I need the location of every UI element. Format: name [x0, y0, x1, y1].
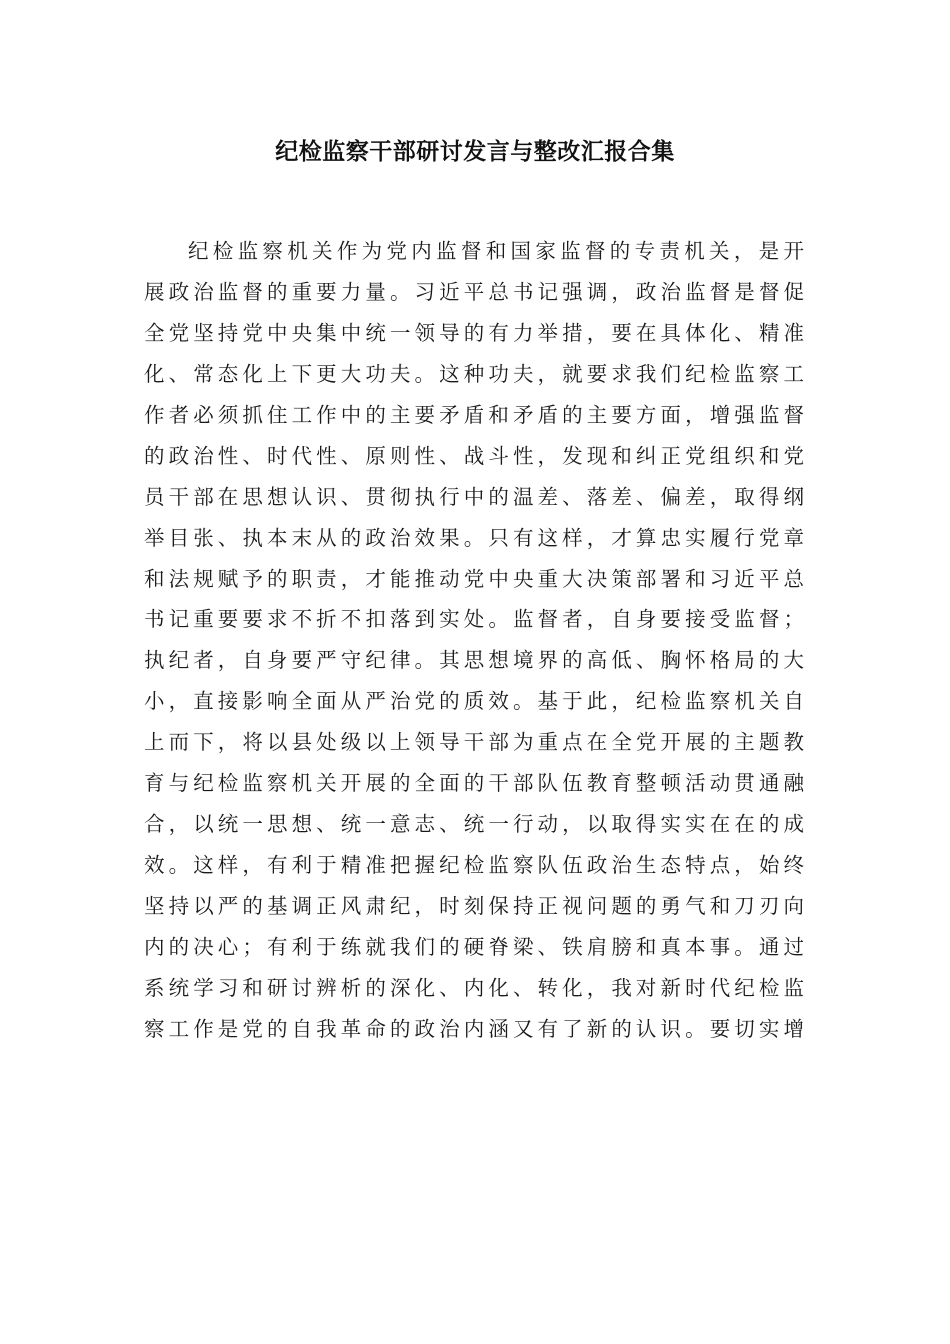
paragraph-line: 察工作是党的自我革命的政治内涵又有了新的认识。要切实增 [144, 1016, 804, 1041]
paragraph-line: 执纪者，自身要严守纪律。其思想境界的高低、胸怀格局的大 [144, 648, 804, 673]
document-body-paragraph [144, 231, 804, 1050]
paragraph-line: 坚持以严的基调正风肃纪，时刻保持正视问题的勇气和刀刃向 [144, 894, 804, 918]
document-title: 纪检监察干部研讨发言与整改汇报合集 [275, 139, 675, 165]
paragraph-line: 和法规赋予的职责，才能推动党中央重大决策部署和习近平总 [144, 566, 804, 591]
paragraph-line: 书记重要要求不折不扣落到实处。监督者，自身要接受监督； [144, 607, 804, 632]
paragraph-line: 举目张、执本末从的政治效果。只有这样，才算忠实履行党章 [144, 525, 804, 550]
paragraph-line: 系统学习和研讨辨析的深化、内化、转化，我对新时代纪检监 [144, 975, 804, 1000]
paragraph-line: 合，以统一思想、统一意志、统一行动，以取得实实在在的成 [144, 812, 804, 837]
paragraph-line: 作者必须抓住工作中的主要矛盾和矛盾的主要方面，增强监督 [144, 402, 804, 427]
paragraph-line: 展政治监督的重要力量。习近平总书记强调，政治监督是督促 [144, 279, 804, 304]
paragraph-line: 纪检监察机关作为党内监督和国家监督的专责机关，是开 [188, 239, 804, 263]
paragraph-line: 内的决心；有利于练就我们的硬脊梁、铁肩膀和真本事。通过 [144, 934, 804, 959]
paragraph-line: 效。这样，有利于精准把握纪检监察队伍政治生态特点，始终 [144, 853, 804, 878]
paragraph-line: 的政治性、时代性、原则性、战斗性，发现和纠正党组织和党 [144, 443, 804, 468]
paragraph-line: 小，直接影响全面从严治党的质效。基于此，纪检监察机关自 [144, 689, 804, 714]
paragraph-line: 全党坚持党中央集中统一领导的有力举措，要在具体化、精准 [144, 320, 804, 345]
paragraph-line: 上而下，将以县处级以上领导干部为重点在全党开展的主题教 [144, 730, 804, 755]
paragraph-line: 育与纪检监察机关开展的全面的干部队伍教育整顿活动贯通融 [144, 771, 804, 796]
paragraph-line: 化、常态化上下更大功夫。这种功夫，就要求我们纪检监察工 [144, 361, 804, 386]
paragraph-line: 员干部在思想认识、贯彻执行中的温差、落差、偏差，取得纲 [144, 484, 804, 509]
